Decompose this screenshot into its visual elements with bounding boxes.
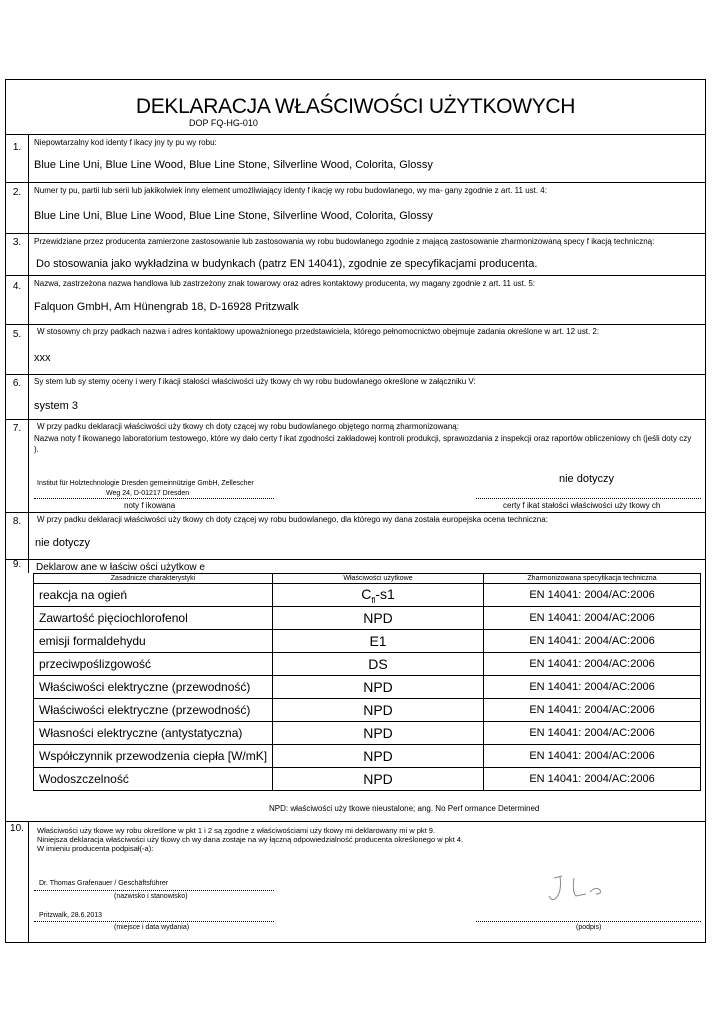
notified-lab-description: Nazwa noty f ikowanego laboratorium testowego, które wy dało certy f ikat zgodności zakładowej kontroli produkcji, sprawozdania z inspekcji oraz raportów obliczeniowy ch (jeśli doty czy ). (34, 434, 692, 454)
signed-on-behalf: W imieniu producenta podpisał(-a): (37, 844, 154, 853)
performance-cell: NPD (273, 676, 484, 699)
section-number: 1. (12, 142, 22, 153)
section-divider (6, 374, 705, 375)
section-label: W przy padku deklaracji właściwości uży tkowy ch doty czącej wy robu budowlanego, dla którego wy dana została europejska ocena techniczna: (37, 515, 548, 524)
number-column-divider (28, 134, 29, 559)
declaration-page (5, 79, 706, 943)
place-date-caption: (miejsce i data wydania) (114, 924, 190, 931)
specification-cell: EN 14041: 2004/AC:2006 (484, 722, 701, 745)
conformity-statement: Właściwości uży tkowe wy robu określone w pkt 1 i 2 są zgodne z właściwościami uży tkowy mi deklarowany mi w pkt 9. (37, 826, 436, 835)
table-row (34, 722, 701, 745)
section-label: Przewidziane przez producenta zamierzone zastosowanie lub zastosowania wy robu budowlanego zgodnie z mającą zastosowanie zharmonizowaną specy f ikacją techniczną: (34, 237, 655, 246)
npd-note: NPD: właściwości uży tkowe nieustalone; ang. No Perf ormance Determined (269, 804, 540, 813)
table-row (34, 699, 701, 722)
table-header-row (34, 574, 701, 584)
signature-mark (546, 872, 626, 912)
section-label: Sy stem lub sy stemy oceny i wery f ikacji stałości właściwości uży tkowy ch wy robu budowlanego określone w załączniku V: (34, 377, 476, 386)
section-number: 3. (12, 237, 22, 248)
document-title: DEKLARACJA WŁAŚCIWOŚCI UŻYTKOWYCH (135, 95, 576, 118)
column-header: Właściwości użytkowe (273, 574, 484, 584)
performance-cell: DS (273, 653, 484, 676)
section-label: Deklarow ane w łaściw ości użytkow e (36, 562, 205, 573)
section-value: Blue Line Uni, Blue Line Wood, Blue Line Stone, Silverline Wood, Colorita, Glossy (34, 210, 433, 222)
specification-cell: EN 14041: 2004/AC:2006 (484, 584, 701, 607)
section-divider (6, 324, 705, 325)
performance-cell: NPD (273, 768, 484, 791)
number-column-divider (28, 821, 29, 943)
specification-cell: EN 14041: 2004/AC:2006 (484, 607, 701, 630)
table-row (34, 607, 701, 630)
specification-cell: EN 14041: 2004/AC:2006 (484, 653, 701, 676)
characteristic-cell: Właściwości elektryczne (przewodność) (34, 676, 273, 699)
characteristic-cell: reakcja na ogień (34, 584, 273, 607)
section-divider (6, 182, 705, 183)
document-reference: DOP FQ-HG-010 (189, 118, 258, 128)
performance-cell: NPD (273, 607, 484, 630)
column-header: Zharmonizowana specyfikacja techniczna (484, 574, 701, 584)
specification-cell: EN 14041: 2004/AC:2006 (484, 745, 701, 768)
section-number: 10. (10, 823, 24, 834)
section-number: 2. (12, 187, 22, 198)
dotted-line (34, 890, 274, 891)
performance-cell: NPD (273, 699, 484, 722)
section-label: Nazwa, zastrzeżona nazwa handlowa lub zastrzeżony znak towarowy oraz adres kontaktowy producenta, wy magany zgodnie z art. 11 ust. 5: (34, 279, 535, 288)
specification-cell: EN 14041: 2004/AC:2006 (484, 699, 701, 722)
certificate-value: nie dotyczy (559, 473, 615, 485)
section-divider (6, 559, 705, 560)
characteristic-cell: Wodoszczelność (34, 768, 273, 791)
notified-lab-caption: noty f ikowana (124, 501, 176, 510)
characteristic-cell: emisji formaldehydu (34, 630, 273, 653)
section-divider (6, 821, 705, 822)
dotted-line (34, 921, 274, 922)
performance-main: C (361, 585, 372, 602)
section-number: 6. (12, 378, 22, 389)
performance-cell: NPD (273, 722, 484, 745)
section-number: 7. (12, 423, 22, 434)
section-value: system 3 (34, 400, 79, 412)
section-value: Blue Line Uni, Blue Line Wood, Blue Line Stone, Silverline Wood, Colorita, Glossy (34, 159, 433, 171)
certificate-caption: certy f ikat stałości właściwości uży tkowy ch (503, 501, 661, 510)
section-label: W stosowny ch przy padkach nazwa i adres kontaktowy upoważnionego przedstawiciela, którego pełnomocnictwo obejmuje zadania określone w art. 12 ust. 2: (37, 327, 600, 336)
characteristic-cell: Własności elektryczne (antystatyczna) (34, 722, 273, 745)
specification-cell: EN 14041: 2004/AC:2006 (484, 630, 701, 653)
section-divider (6, 512, 705, 513)
notified-lab-address: Weg 24, D-01217 Dresden (106, 490, 190, 497)
section-number: 4. (12, 281, 22, 292)
table-row (34, 630, 701, 653)
section-number: 5. (12, 329, 22, 340)
properties-table (33, 573, 701, 791)
table-row (34, 676, 701, 699)
section-divider (6, 419, 705, 420)
section-label: Niepowtarzalny kod identy f ikacy jny ty pu wy robu: (34, 138, 217, 147)
characteristic-cell: Współczynnik przewodzenia ciepła [W/mK] (34, 745, 273, 768)
section-number: 8. (12, 516, 22, 527)
performance-suffix: -s1 (375, 585, 395, 602)
signer-name: Dr. Thomas Grafenauer / Geschäftsführer (39, 880, 169, 887)
section-number: 9. (12, 559, 22, 570)
table-row (34, 653, 701, 676)
table-row (34, 768, 701, 791)
dotted-line (476, 498, 701, 499)
specification-cell: EN 14041: 2004/AC:2006 (484, 676, 701, 699)
dotted-line (476, 921, 701, 922)
performance-cell: NPD (273, 745, 484, 768)
section-label: W przy padku deklaracji właściwości uży tkowy ch doty czącej wy robu budowlanego objętego normą zharmonizowaną: (37, 422, 459, 431)
section-divider (6, 134, 705, 135)
section-value: Falquon GmbH, Am Hünengrab 18, D-16928 Pritzwalk (34, 301, 299, 313)
section-value: xxx (34, 352, 51, 364)
section-value: nie dotyczy (35, 537, 91, 549)
section-label: Numer ty pu, partii lub serii lub jakikolwiek inny element umożliwiający identy f ikację wy robu budowlanego, wy ma- gany zgodnie z art. 11 ust. 4: (34, 186, 547, 195)
place-date: Pritzwalk, 28.6.2013 (39, 912, 103, 919)
section-divider (6, 275, 705, 276)
characteristic-cell: przeciwpoślizgowość (34, 653, 273, 676)
section-value: Do stosowania jako wykładzina w budynkach (patrz EN 14041), zgodnie ze specyfikacjami producenta. (36, 258, 538, 270)
specification-cell: EN 14041: 2004/AC:2006 (484, 768, 701, 791)
responsibility-statement: Niniejsza deklaracja właściwości uży tkowy ch wy dana zostaje na wy łączną odpowiedzialność producenta określonego w pkt 4. (37, 835, 464, 844)
performance-cell: E1 (273, 630, 484, 653)
signature-caption: (podpis) (576, 924, 602, 931)
signer-caption: (nazwisko i stanowisko) (114, 893, 188, 900)
number-column-divider (28, 559, 29, 573)
performance-cell (273, 584, 484, 607)
notified-lab-name: Institut für Holztechnologie Dresden gemeinnützige GmbH, Zellescher (37, 480, 254, 487)
column-header: Zasadnicze charakterystyki (34, 574, 273, 584)
characteristic-cell: Właściwości elektryczne (przewodność) (34, 699, 273, 722)
table-row (34, 745, 701, 768)
characteristic-cell: Zawartość pięciochlorofenol (34, 607, 273, 630)
table-row (34, 584, 701, 607)
section-divider (6, 233, 705, 234)
dotted-line (34, 498, 274, 499)
performance-subscript: fl (371, 595, 376, 605)
